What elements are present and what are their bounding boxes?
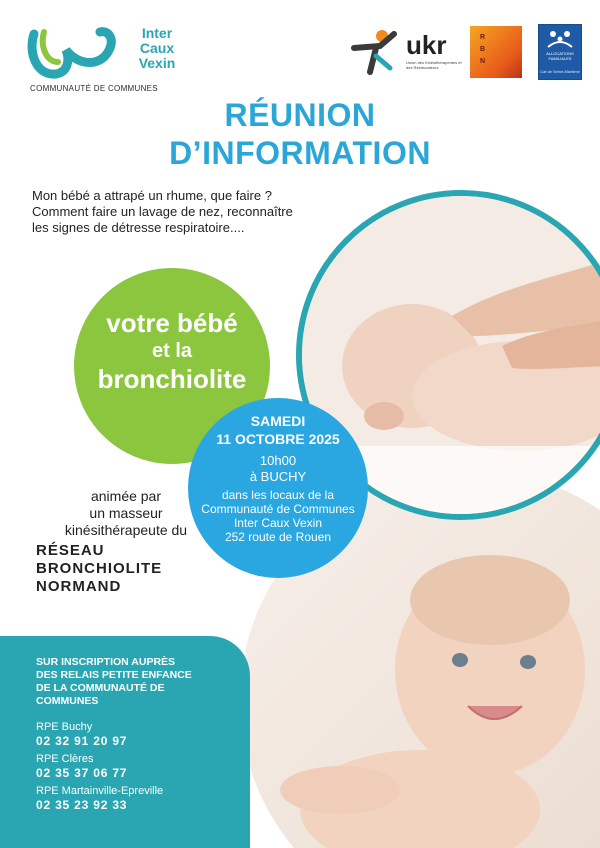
registration-panel xyxy=(0,636,250,848)
event-location-line: Inter Caux Vexin xyxy=(233,516,323,530)
contact-item: RPE Martainville-Epreville 02 35 23 92 33 xyxy=(36,784,236,813)
contact-phone[interactable]: 02 35 37 06 77 xyxy=(36,766,128,780)
contact-phone[interactable]: 02 32 91 20 97 xyxy=(36,734,128,748)
inter-caux-vexin-logo xyxy=(26,22,176,100)
event-date: 11 OCTOBRE 2025 xyxy=(216,431,340,447)
icc-subtitle: COMMUNAUTÉ DE COMMUNES xyxy=(30,84,158,93)
event-location-line: 252 route de Rouen xyxy=(224,530,332,544)
caf-logo xyxy=(538,24,582,80)
event-place: à BUCHY xyxy=(249,469,307,484)
registration-heading: SUR INSCRIPTION AUPRÈS DES RELAIS PETITE ENFANCE DE LA COMMUNAUTÉ DE COMMUNES xyxy=(36,656,192,707)
icc-name: Inter Caux Vexin xyxy=(138,25,176,71)
caf-title: ALLOCATIONS FAMILIALES xyxy=(546,51,574,61)
contact-phone[interactable]: 02 35 23 92 33 xyxy=(36,798,128,812)
animator-text: animée par un masseur kinésithérapeute du xyxy=(64,488,188,538)
caf-subtitle: Caf de Seine-Maritime xyxy=(540,69,580,74)
ukr-figure-icon xyxy=(350,28,402,76)
contact-item: RPE Clères 02 35 37 06 77 xyxy=(36,752,236,781)
ukr-logo xyxy=(350,28,460,76)
network-name: RÉSEAU BRONCHIOLITE NORMAND xyxy=(36,542,163,595)
ukr-subtitle: Union des Kinésithérapeutes et des Rééducateurs xyxy=(406,60,462,70)
event-time: 10h00 xyxy=(259,453,297,468)
caf-family-icon xyxy=(539,25,581,51)
contact-item: RPE Buchy 02 32 91 20 97 xyxy=(36,720,236,749)
topic-text: votre bébé et la bronchiolite xyxy=(97,308,247,394)
event-location-line: dans les locaux de la xyxy=(221,488,335,502)
rbn-letters: R B N xyxy=(480,34,486,65)
event-day: SAMEDI xyxy=(250,413,306,429)
intro-text: Mon bébé a attrapé un rhume, que faire ? Comment faire un lavage de nez, reconnaître les signes de détresse respiratoire.... xyxy=(32,188,293,235)
event-location-line: Communauté de Communes xyxy=(201,502,355,516)
rbn-logo xyxy=(470,26,522,78)
icc-wave-icon xyxy=(26,22,118,82)
ukr-name: ukr xyxy=(406,30,447,60)
page-title: RÉUNION D’INFORMATION xyxy=(169,97,431,171)
